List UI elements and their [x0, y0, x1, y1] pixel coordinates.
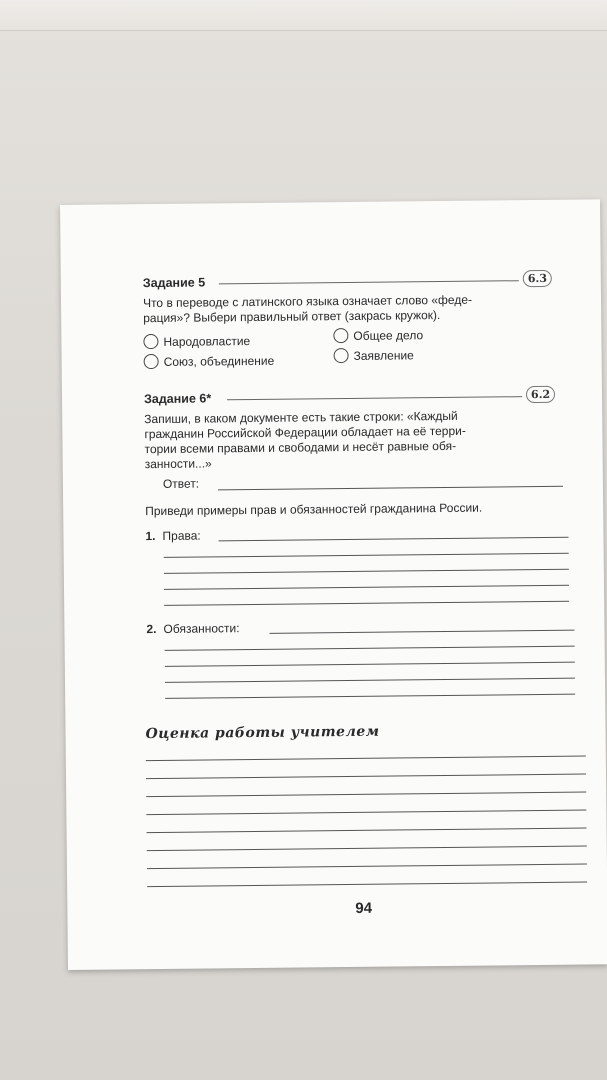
duties-line-5[interactable]: [165, 694, 575, 699]
task5-option-4[interactable]: [334, 347, 414, 363]
rights-line-5[interactable]: [164, 601, 569, 606]
task5-option-3[interactable]: [144, 353, 275, 369]
task6-question-line2: гражданин Российской Федерации обладает на её терри-: [144, 423, 466, 442]
workbook-page: [60, 199, 607, 970]
evaluation-line-7[interactable]: [147, 864, 587, 870]
rights-line-4[interactable]: [164, 585, 569, 590]
task5-title: Задание 5: [142, 275, 206, 291]
duties-text: Обязанности:: [163, 621, 240, 636]
task6-question-line3: тории всеми правами и свободами и несёт равные обя-: [144, 438, 457, 457]
radio-circle-icon[interactable]: [333, 328, 348, 343]
rights-label: [145, 529, 200, 544]
task5-question-line1: Что в переводе с латинского языка означает слово «феде-: [142, 292, 473, 311]
duties-line-2[interactable]: [165, 646, 575, 651]
evaluation-line-5[interactable]: [147, 828, 587, 834]
examples-prompt: Приведи примеры прав и обязанностей гражданина России.: [145, 500, 483, 519]
task5-option-1[interactable]: [143, 333, 250, 349]
radio-circle-icon[interactable]: [144, 354, 159, 369]
task5-code-badge: 6.3: [523, 270, 552, 287]
page-number: 94: [355, 899, 373, 917]
evaluation-line-8[interactable]: [147, 882, 587, 888]
rights-number: 1.: [145, 529, 156, 544]
radio-circle-icon[interactable]: [334, 348, 349, 363]
evaluation-line-4[interactable]: [146, 810, 586, 816]
duties-label: [146, 621, 239, 636]
evaluation-line-1[interactable]: [146, 756, 586, 762]
task5-header-line: [219, 280, 519, 284]
duties-line-1[interactable]: [269, 630, 574, 634]
task5-option-2[interactable]: [333, 327, 423, 343]
answer-line[interactable]: [218, 486, 563, 491]
task6-question-line1: Запиши, в каком документе есть такие строки: «Каждый: [144, 408, 458, 427]
rights-line-1[interactable]: [219, 537, 569, 542]
option-label: Народовластие: [163, 333, 251, 349]
duties-line-3[interactable]: [165, 662, 575, 667]
duties-line-4[interactable]: [165, 678, 575, 683]
radio-circle-icon[interactable]: [143, 334, 158, 349]
evaluation-title: Оценка работы учителем: [145, 723, 380, 743]
task6-header-line: [227, 396, 522, 400]
evaluation-line-6[interactable]: [147, 846, 587, 852]
task6-title: Задание 6*: [143, 391, 212, 407]
answer-label: Ответ:: [162, 476, 200, 491]
option-label: Союз, объединение: [163, 353, 275, 369]
rights-line-2[interactable]: [164, 553, 569, 558]
rights-line-3[interactable]: [164, 569, 569, 574]
rights-text: Права:: [162, 528, 201, 543]
evaluation-line-3[interactable]: [146, 792, 586, 798]
option-label: Общее дело: [353, 327, 424, 343]
window-sill-top: [0, 0, 607, 31]
task5-question-line2: рация»? Выбери правильный ответ (закрась кружок).: [143, 308, 441, 326]
task6-question-line4: занности...»: [144, 456, 212, 472]
evaluation-line-2[interactable]: [146, 774, 586, 780]
option-label: Заявление: [353, 347, 414, 363]
duties-number: 2.: [146, 622, 157, 637]
task6-code-badge: 6.2: [526, 386, 555, 403]
